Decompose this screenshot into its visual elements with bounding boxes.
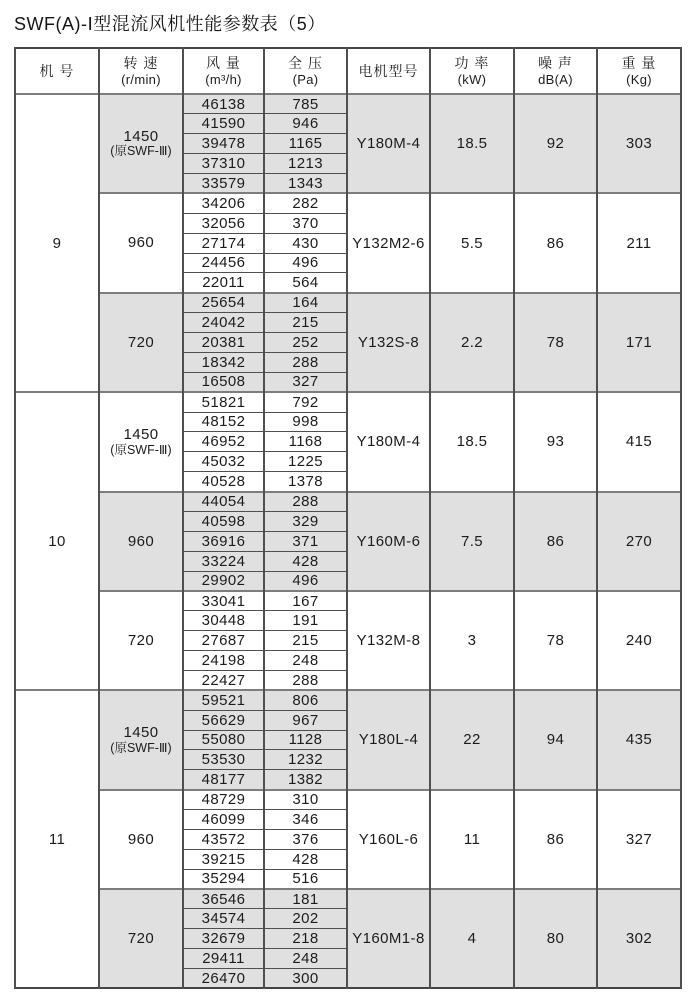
pressure-value: 1128 (264, 730, 347, 750)
speed-value: 960 (127, 532, 155, 550)
speed-cell (99, 790, 183, 889)
pressure-value: 248 (264, 651, 347, 671)
power-cell: 5.5 (430, 193, 514, 292)
speed-cell (99, 193, 183, 292)
motor-model-cell: Y132S-8 (347, 293, 430, 392)
speed-value: 960 (127, 830, 155, 848)
weight-cell: 302 (597, 889, 681, 988)
speed-cell (99, 591, 183, 690)
airflow-value: 24456 (183, 253, 264, 273)
table-head (15, 48, 681, 94)
airflow-value: 22011 (183, 273, 264, 293)
airflow-value: 25654 (183, 293, 264, 313)
table-row (15, 690, 681, 710)
speed-value: 720 (127, 631, 155, 649)
col-header-noise (514, 48, 597, 94)
airflow-value: 40598 (183, 511, 264, 531)
pressure-value: 1343 (264, 174, 347, 194)
noise-cell: 94 (514, 690, 597, 789)
power-cell: 7.5 (430, 492, 514, 591)
pressure-value: 181 (264, 889, 347, 909)
power-cell: 4 (430, 889, 514, 988)
pressure-value: 191 (264, 611, 347, 631)
airflow-value: 18342 (183, 352, 264, 372)
pressure-value: 967 (264, 710, 347, 730)
pressure-value: 376 (264, 829, 347, 849)
noise-cell: 78 (514, 293, 597, 392)
pressure-value: 1382 (264, 770, 347, 790)
airflow-value: 24042 (183, 313, 264, 333)
col-header-weight-label: 重 量 (621, 55, 657, 72)
motor-model-cell: Y160L-6 (347, 790, 430, 889)
col-header-motor-model-label: 电机型号 (358, 62, 419, 79)
noise-cell: 86 (514, 492, 597, 591)
weight-cell: 171 (597, 293, 681, 392)
pressure-value: 346 (264, 810, 347, 830)
speed-value: 720 (127, 333, 155, 351)
speed-cell (99, 94, 183, 193)
pressure-value: 370 (264, 213, 347, 233)
col-header-weight-unit: (Kg) (626, 72, 652, 88)
airflow-value: 36916 (183, 531, 264, 551)
airflow-value: 45032 (183, 452, 264, 472)
pressure-value: 252 (264, 333, 347, 353)
airflow-value: 48152 (183, 412, 264, 432)
pressure-value: 792 (264, 392, 347, 412)
table-row (15, 889, 681, 909)
table-row (15, 293, 681, 313)
airflow-value: 59521 (183, 690, 264, 710)
airflow-value: 32056 (183, 213, 264, 233)
header-row (15, 48, 681, 94)
airflow-value: 53530 (183, 750, 264, 770)
airflow-value: 34206 (183, 193, 264, 213)
pressure-value: 516 (264, 869, 347, 889)
speed-cell (99, 293, 183, 392)
airflow-value: 44054 (183, 492, 264, 512)
power-cell: 3 (430, 591, 514, 690)
pressure-value: 202 (264, 909, 347, 929)
airflow-value: 33224 (183, 551, 264, 571)
weight-cell: 327 (597, 790, 681, 889)
col-header-airflow-unit: (m³/h) (205, 72, 242, 88)
col-header-noise-unit: dB(A) (538, 72, 573, 88)
table-row (15, 492, 681, 512)
pressure-value: 430 (264, 233, 347, 253)
table-row (15, 392, 681, 412)
speed-note: (原SWF-Ⅲ) (110, 740, 172, 755)
pressure-value: 282 (264, 193, 347, 213)
power-cell: 11 (430, 790, 514, 889)
weight-cell: 211 (597, 193, 681, 292)
pressure-value: 164 (264, 293, 347, 313)
speed-cell (99, 690, 183, 789)
airflow-value: 41590 (183, 114, 264, 134)
weight-cell: 303 (597, 94, 681, 193)
col-header-pressure-unit: (Pa) (292, 72, 319, 88)
noise-cell: 86 (514, 193, 597, 292)
pressure-value: 288 (264, 352, 347, 372)
speed-note: (原SWF-Ⅲ) (110, 144, 172, 159)
pressure-value: 215 (264, 631, 347, 651)
table-body (15, 94, 681, 988)
pressure-value: 327 (264, 372, 347, 392)
weight-cell: 240 (597, 591, 681, 690)
pressure-value: 496 (264, 571, 347, 591)
col-header-motor-model (347, 48, 430, 94)
airflow-value: 29411 (183, 949, 264, 969)
col-header-airflow (183, 48, 264, 94)
col-header-power (430, 48, 514, 94)
airflow-value: 46099 (183, 810, 264, 830)
airflow-value: 36546 (183, 889, 264, 909)
pressure-value: 998 (264, 412, 347, 432)
power-cell: 18.5 (430, 392, 514, 491)
airflow-value: 33579 (183, 174, 264, 194)
pressure-value: 288 (264, 492, 347, 512)
motor-model-cell: Y160M1-8 (347, 889, 430, 988)
speed-value: 960 (127, 234, 155, 252)
motor-model-cell: Y180M-4 (347, 94, 430, 193)
col-header-pressure-label: 全 压 (288, 55, 323, 72)
pressure-value: 428 (264, 551, 347, 571)
table-row (15, 790, 681, 810)
col-header-speed-unit: (r/min) (121, 72, 161, 88)
power-cell: 22 (430, 690, 514, 789)
col-header-speed-label: 转 速 (123, 55, 159, 72)
pressure-value: 428 (264, 849, 347, 869)
pressure-value: 371 (264, 531, 347, 551)
airflow-value: 39215 (183, 849, 264, 869)
pressure-value: 1165 (264, 134, 347, 154)
pressure-value: 1213 (264, 154, 347, 174)
motor-model-cell: Y180L-4 (347, 690, 430, 789)
speed-cell (99, 392, 183, 491)
pressure-value: 564 (264, 273, 347, 293)
airflow-value: 51821 (183, 392, 264, 412)
airflow-value: 40528 (183, 472, 264, 492)
speed-value: 1450 (123, 128, 159, 146)
motor-model-cell: Y160M-6 (347, 492, 430, 591)
airflow-value: 16508 (183, 372, 264, 392)
pressure-value: 218 (264, 929, 347, 949)
airflow-value: 26470 (183, 969, 264, 989)
weight-cell: 435 (597, 690, 681, 789)
noise-cell: 93 (514, 392, 597, 491)
speed-cell (99, 889, 183, 988)
col-header-speed (99, 48, 183, 94)
pressure-value: 288 (264, 670, 347, 690)
col-header-pressure (264, 48, 347, 94)
airflow-value: 43572 (183, 829, 264, 849)
pressure-value: 248 (264, 949, 347, 969)
airflow-value: 27687 (183, 631, 264, 651)
motor-model-cell: Y132M-8 (347, 591, 430, 690)
col-header-machine-no (15, 48, 99, 94)
airflow-value: 46138 (183, 94, 264, 114)
noise-cell: 86 (514, 790, 597, 889)
speed-value: 1450 (123, 426, 159, 444)
table-row (15, 591, 681, 611)
noise-cell: 80 (514, 889, 597, 988)
page-title: SWF(A)-Ⅰ型混流风机性能参数表（5） (14, 14, 326, 34)
table-row (15, 193, 681, 213)
machine-number-cell: 11 (15, 690, 99, 988)
pressure-value: 785 (264, 94, 347, 114)
noise-cell: 78 (514, 591, 597, 690)
pressure-value: 1378 (264, 472, 347, 492)
pressure-value: 946 (264, 114, 347, 134)
table-row (15, 94, 681, 114)
col-header-noise-label: 噪 声 (538, 55, 573, 72)
pressure-value: 496 (264, 253, 347, 273)
col-header-power-label: 功 率 (454, 55, 490, 72)
motor-model-cell: Y132M2-6 (347, 193, 430, 292)
airflow-value: 48177 (183, 770, 264, 790)
power-cell: 18.5 (430, 94, 514, 193)
pressure-value: 1232 (264, 750, 347, 770)
pressure-value: 1225 (264, 452, 347, 472)
machine-number-cell: 10 (15, 392, 99, 690)
fan-spec-table (14, 47, 682, 989)
speed-value: 1450 (123, 724, 159, 742)
airflow-value: 22427 (183, 670, 264, 690)
col-header-airflow-label: 风 量 (206, 55, 241, 72)
airflow-value: 20381 (183, 333, 264, 353)
airflow-value: 46952 (183, 432, 264, 452)
airflow-value: 34574 (183, 909, 264, 929)
airflow-value: 32679 (183, 929, 264, 949)
airflow-value: 48729 (183, 790, 264, 810)
col-header-weight (597, 48, 681, 94)
pressure-value: 167 (264, 591, 347, 611)
airflow-value: 33041 (183, 591, 264, 611)
airflow-value: 29902 (183, 571, 264, 591)
pressure-value: 310 (264, 790, 347, 810)
motor-model-cell: Y180M-4 (347, 392, 430, 491)
weight-cell: 415 (597, 392, 681, 491)
pressure-value: 806 (264, 690, 347, 710)
pressure-value: 300 (264, 969, 347, 989)
airflow-value: 27174 (183, 233, 264, 253)
noise-cell: 92 (514, 94, 597, 193)
pressure-value: 215 (264, 313, 347, 333)
speed-value: 720 (127, 930, 155, 948)
pressure-value: 329 (264, 511, 347, 531)
weight-cell: 270 (597, 492, 681, 591)
speed-cell (99, 492, 183, 591)
airflow-value: 56629 (183, 710, 264, 730)
power-cell: 2.2 (430, 293, 514, 392)
airflow-value: 35294 (183, 869, 264, 889)
airflow-value: 39478 (183, 134, 264, 154)
airflow-value: 37310 (183, 154, 264, 174)
airflow-value: 55080 (183, 730, 264, 750)
airflow-value: 30448 (183, 611, 264, 631)
pressure-value: 1168 (264, 432, 347, 452)
col-header-machine-no-label: 机 号 (39, 62, 75, 79)
col-header-power-unit: (kW) (457, 72, 487, 88)
airflow-value: 24198 (183, 651, 264, 671)
machine-number-cell: 9 (15, 94, 99, 392)
speed-note: (原SWF-Ⅲ) (110, 442, 172, 457)
